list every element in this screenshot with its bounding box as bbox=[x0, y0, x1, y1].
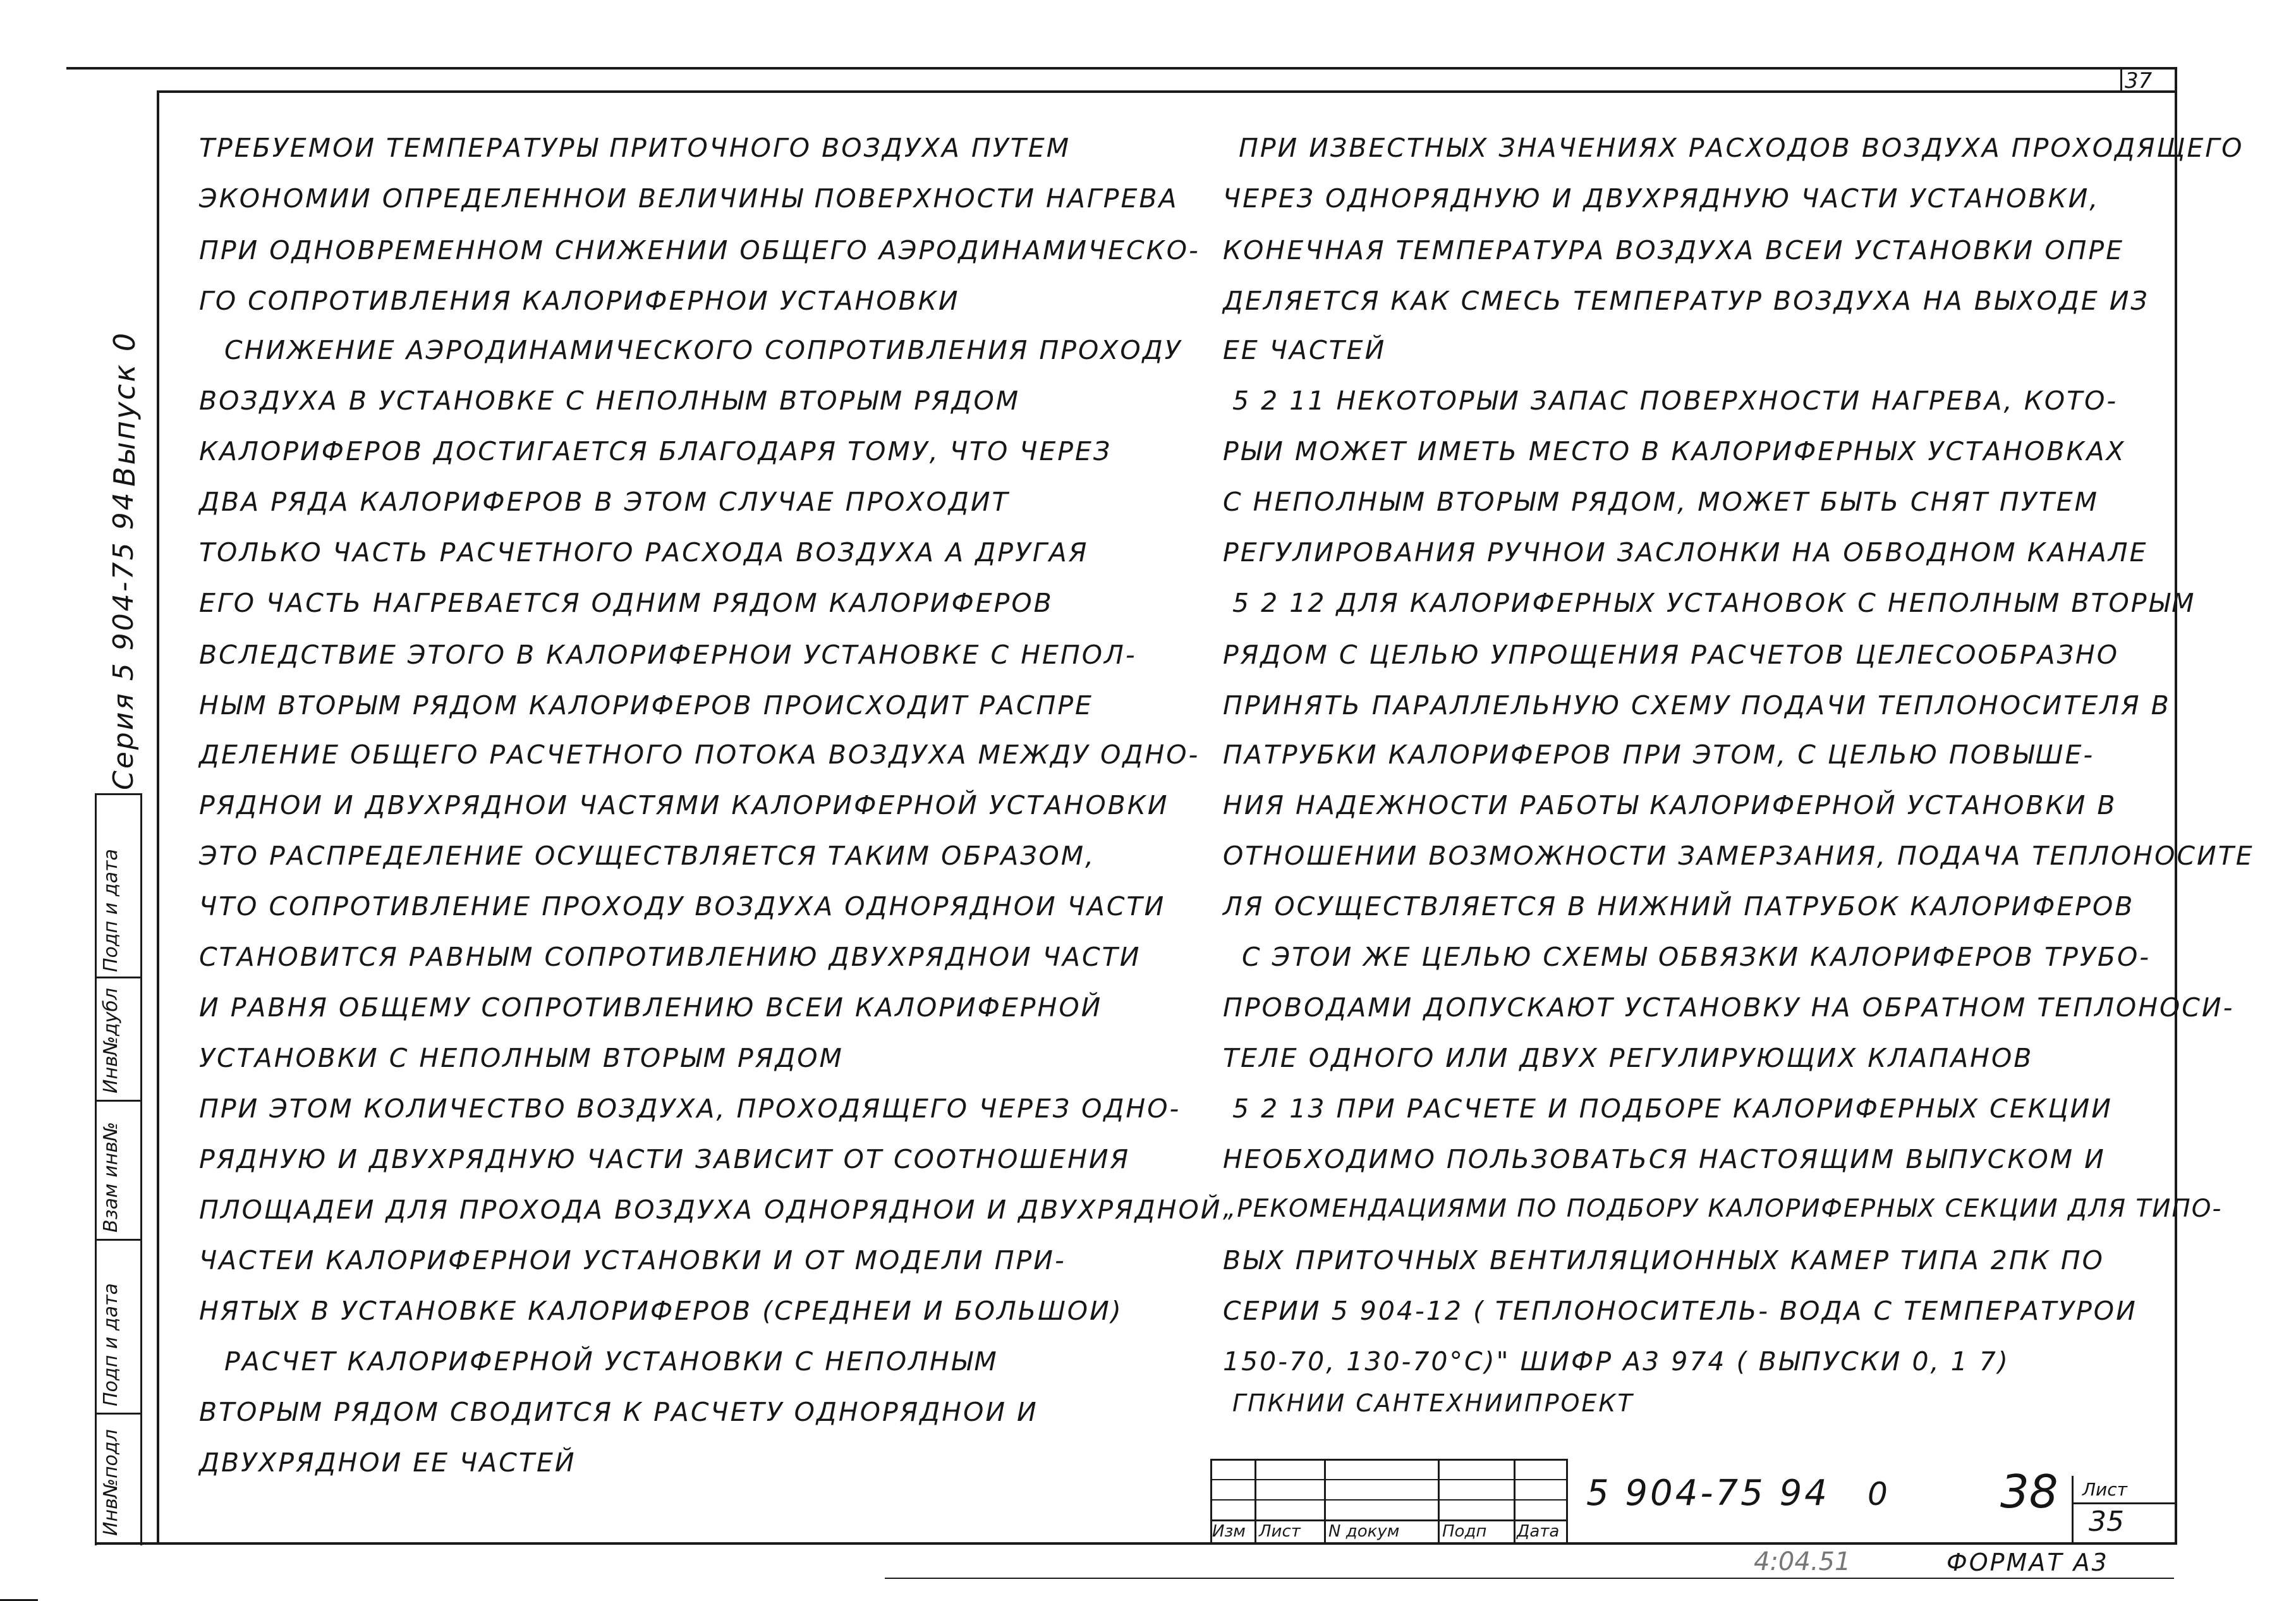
right-line: ПРОВОДАМИ ДОПУСКАЮТ УСТАНОВКУ НА ОБРАТНОМ ТЕПЛОНОСИ- bbox=[1223, 992, 2235, 1023]
margin-divider-1 bbox=[95, 977, 142, 978]
right-line: ЛЯ ОСУЩЕСТВЛЯЕТСЯ В НИЖНИЙ ПАТРУБОК КАЛОРИФЕРОВ bbox=[1223, 891, 2135, 922]
left-line: УСТАНОВКИ С НЕПОЛНЫМ ВТОРЫМ РЯДОМ bbox=[199, 1043, 844, 1073]
top-rule bbox=[66, 67, 2177, 70]
tb-v-sheet bbox=[2072, 1476, 2074, 1544]
tb-v-3 bbox=[1324, 1459, 1326, 1544]
left-line: И РАВНЯ ОБЩЕМУ СОПРОТИВЛЕНИЮ ВСЕИ КАЛОРИФЕРНОЙ bbox=[199, 992, 1103, 1023]
right-line: НЕОБХОДИМО ПОЛЬЗОВАТЬСЯ НАСТОЯЩИМ ВЫПУСКОМ И bbox=[1223, 1144, 2106, 1174]
document-page: 38 bbox=[2000, 1465, 2058, 1518]
margin-divider-4 bbox=[95, 1413, 142, 1415]
left-line: ЭКОНОМИИ ОПРЕДЕЛЕННОИ ВЕЛИЧИНЫ ПОВЕРХНОСТИ НАГРЕВА bbox=[199, 183, 1179, 214]
document-issue: 0 bbox=[1868, 1476, 1888, 1513]
left-line: ВТОРЫМ РЯДОМ СВОДИТСЯ К РАСЧЕТУ ОДНОРЯДНОИ И bbox=[199, 1397, 1038, 1427]
sheet-value: 35 bbox=[2089, 1506, 2124, 1538]
left-line: НЫМ ВТОРЫМ РЯДОМ КАЛОРИФЕРОВ ПРОИСХОДИТ РАСПРЕ bbox=[199, 690, 1093, 721]
margin-strip-right bbox=[140, 793, 142, 1545]
tb-header-data: Дата bbox=[1517, 1522, 1560, 1541]
left-line: ВОЗДУХА В УСТАНОВКЕ С НЕПОЛНЫМ ВТОРЫМ РЯДОМ bbox=[199, 386, 1021, 416]
margin-col-inv-dubl: Инв№дубл bbox=[100, 987, 122, 1093]
left-line: ДВУХРЯДНОИ ЕЕ ЧАСТЕЙ bbox=[199, 1447, 576, 1478]
sheet-number: 37 bbox=[2125, 68, 2153, 94]
right-line: РЯДОМ С ЦЕЛЬЮ УПРОЩЕНИЯ РАСЧЕТОВ ЦЕЛЕСООБРАЗНО bbox=[1223, 640, 2119, 670]
left-line: СНИЖЕНИЕ АЭРОДИНАМИЧЕСКОГО СОПРОТИВЛЕНИЯ ПРОХОДУ bbox=[224, 335, 1182, 365]
left-line: ПЛОЩАДЕИ ДЛЯ ПРОХОДА ВОЗДУХА ОДНОРЯДНОИ И ДВУХРЯДНОЙ bbox=[199, 1195, 1222, 1225]
tb-v-5 bbox=[1514, 1459, 1515, 1544]
margin-divider-2 bbox=[95, 1100, 142, 1102]
right-line: НИЯ НАДЕЖНОСТИ РАБОТЫ КАЛОРИФЕРНОЙ УСТАНОВКИ В bbox=[1223, 790, 2117, 820]
margin-strip-left bbox=[95, 793, 97, 1545]
frame-right bbox=[2175, 67, 2177, 1544]
left-line: РЯДНУЮ И ДВУХРЯДНУЮ ЧАСТИ ЗАВИСИТ ОТ СООТНОШЕНИЯ bbox=[199, 1144, 1131, 1174]
right-line: „РЕКОМЕНДАЦИЯМИ ПО ПОДБОРУ КАЛОРИФЕРНЫХ СЕКЦИИ ДЛЯ ТИПО- bbox=[1223, 1195, 2223, 1223]
right-line: ГПКНИИ САНТЕХНИИПРОЕКТ bbox=[1232, 1389, 1634, 1417]
left-line: СТАНОВИТСЯ РАВНЫМ СОПРОТИВЛЕНИЮ ДВУХРЯДНОИ ЧАСТИ bbox=[199, 942, 1141, 972]
format-label: ФОРМАТ А3 bbox=[1947, 1549, 2109, 1576]
issue-label: Выпуск 0 bbox=[107, 331, 142, 487]
left-line: НЯТЫХ В УСТАНОВКЕ КАЛОРИФЕРОВ (СРЕДНЕИ И БОЛЬШОИ) bbox=[199, 1296, 1123, 1326]
frame-left bbox=[157, 90, 159, 1544]
right-line: ПАТРУБКИ КАЛОРИФЕРОВ ПРИ ЭТОМ, С ЦЕЛЬЮ ПОВЫШЕ- bbox=[1223, 740, 2095, 770]
right-line: СЕРИИ 5 904-12 ( ТЕПЛОНОСИТЕЛЬ- ВОДА С ТЕМПЕРАТУРОИ bbox=[1223, 1296, 2137, 1326]
left-line: ПРИ ОДНОВРЕМЕННОМ СНИЖЕНИИ ОБЩЕГО АЭРОДИНАМИЧЕСКО- bbox=[199, 235, 1200, 265]
right-line: РЫИ МОЖЕТ ИМЕТЬ МЕСТО В КАЛОРИФЕРНЫХ УСТАНОВКАХ bbox=[1223, 436, 2126, 466]
left-line: КАЛОРИФЕРОВ ДОСТИГАЕТСЯ БЛАГОДАРЯ ТОМУ, ЧТО ЧЕРЕЗ bbox=[199, 436, 1112, 466]
left-line: ГО СОПРОТИВЛЕНИЯ КАЛОРИФЕРНОИ УСТАНОВКИ bbox=[199, 286, 960, 316]
sheet-label: Лист bbox=[2082, 1479, 2127, 1500]
tb-header-list: Лист bbox=[1259, 1522, 1301, 1541]
tb-header-izm: Изм bbox=[1212, 1522, 1246, 1541]
right-line: ДЕЛЯЕТСЯ КАК СМЕСЬ ТЕМПЕРАТУР ВОЗДУХА НА ВЫХОДЕ ИЗ bbox=[1223, 286, 2149, 316]
right-line: 5 2 11 НЕКОТОРЫИ ЗАПАС ПОВЕРХНОСТИ НАГРЕВА, КОТО- bbox=[1232, 386, 2118, 416]
right-line: ЕЕ ЧАСТЕЙ bbox=[1223, 335, 1387, 365]
left-line: ЧТО СОПРОТИВЛЕНИЕ ПРОХОДУ ВОЗДУХА ОДНОРЯДНОИ ЧАСТИ bbox=[199, 891, 1166, 922]
left-line: ЭТО РАСПРЕДЕЛЕНИЕ ОСУЩЕСТВЛЯЕТСЯ ТАКИМ ОБРАЗОМ, bbox=[199, 841, 1096, 871]
tb-v-6 bbox=[1566, 1459, 1568, 1544]
format-underline bbox=[885, 1578, 2174, 1579]
margin-col-podp-data-1: Подп и дата bbox=[100, 1283, 122, 1406]
right-line: 5 2 12 ДЛЯ КАЛОРИФЕРНЫХ УСТАНОВОК С НЕПОЛНЫМ ВТОРЫМ bbox=[1232, 588, 2196, 618]
tb-header-podp: Подп bbox=[1442, 1522, 1487, 1541]
left-line: РЯДНОИ И ДВУХРЯДНОИ ЧАСТЯМИ КАЛОРИФЕРНОЙ УСТАНОВКИ bbox=[199, 790, 1169, 820]
tb-sheet-divider bbox=[2072, 1502, 2176, 1504]
tb-v-4 bbox=[1438, 1459, 1440, 1544]
margin-strip-top bbox=[95, 793, 142, 795]
sheet-number-box-left bbox=[2120, 67, 2122, 92]
left-line: ТОЛЬКО ЧАСТЬ РАСЧЕТНОГО РАСХОДА ВОЗДУХА А ДРУГАЯ bbox=[199, 537, 1089, 568]
right-line: ЧЕРЕЗ ОДНОРЯДНУЮ И ДВУХРЯДНУЮ ЧАСТИ УСТАНОВКИ, bbox=[1223, 183, 2100, 214]
left-line: ЕГО ЧАСТЬ НАГРЕВАЕТСЯ ОДНИМ РЯДОМ КАЛОРИФЕРОВ bbox=[199, 588, 1054, 618]
left-line: ПРИ ЭТОМ КОЛИЧЕСТВО ВОЗДУХА, ПРОХОДЯЩЕГО ЧЕРЕЗ ОДНО- bbox=[199, 1093, 1181, 1124]
left-line: ВСЛЕДСТВИЕ ЭТОГО В КАЛОРИФЕРНОИ УСТАНОВКЕ С НЕПОЛ- bbox=[199, 640, 1137, 670]
right-line: ВЫХ ПРИТОЧНЫХ ВЕНТИЛЯЦИОННЫХ КАМЕР ТИПА 2ПК ПО bbox=[1223, 1245, 2105, 1275]
right-line: С НЕПОЛНЫМ ВТОРЫМ РЯДОМ, МОЖЕТ БЫТЬ СНЯТ ПУТЕМ bbox=[1223, 487, 2099, 517]
right-line: ПРИНЯТЬ ПАРАЛЛЕЛЬНУЮ СХЕМУ ПОДАЧИ ТЕПЛОНОСИТЕЛЯ В bbox=[1223, 690, 2171, 721]
margin-col-inv-podl: Инв№подл bbox=[100, 1429, 122, 1536]
right-line: РЕГУЛИРОВАНИЯ РУЧНОИ ЗАСЛОНКИ НА ОБВОДНОМ КАНАЛЕ bbox=[1223, 537, 2148, 568]
frame-bottom bbox=[95, 1542, 2177, 1545]
document-code: 5 904-75 94 bbox=[1586, 1473, 1830, 1514]
series-label: Серия 5 904-75 94 bbox=[107, 490, 140, 790]
stamp-partial: 4:04.51 bbox=[1754, 1547, 1851, 1576]
left-line: РАСЧЕТ КАЛОРИФЕРНОЙ УСТАНОВКИ С НЕПОЛНЫМ bbox=[224, 1346, 999, 1377]
right-line: ТЕЛЕ ОДНОГО ИЛИ ДВУХ РЕГУЛИРУЮЩИХ КЛАПАНОВ bbox=[1223, 1043, 2034, 1073]
left-line: ТРЕБУЕМОИ ТЕМПЕРАТУРЫ ПРИТОЧНОГО ВОЗДУХА ПУТЕМ bbox=[199, 133, 1071, 163]
tb-v-2 bbox=[1254, 1459, 1256, 1544]
right-line: 150-70, 130-70°С)" ШИФР А3 974 ( ВЫПУСКИ 0, 1 7) bbox=[1223, 1346, 2010, 1377]
margin-col-vzam-inv: Взам инв№ bbox=[100, 1121, 122, 1233]
margin-divider-3 bbox=[95, 1239, 142, 1241]
left-line: ДЕЛЕНИЕ ОБЩЕГО РАСЧЕТНОГО ПОТОКА ВОЗДУХА МЕЖДУ ОДНО- bbox=[199, 740, 1200, 770]
frame-top bbox=[157, 90, 2177, 93]
tb-header-ndokum: N докум bbox=[1328, 1522, 1400, 1541]
right-line: 5 2 13 ПРИ РАСЧЕТЕ И ПОДБОРЕ КАЛОРИФЕРНЫХ СЕКЦИИ bbox=[1232, 1093, 2113, 1124]
right-line: ОТНОШЕНИИ ВОЗМОЖНОСТИ ЗАМЕРЗАНИЯ, ПОДАЧА ТЕПЛОНОСИТЕ bbox=[1223, 841, 2254, 871]
right-line: С ЭТОИ ЖЕ ЦЕЛЬЮ СХЕМЫ ОБВЯЗКИ КАЛОРИФЕРОВ ТРУБО- bbox=[1242, 942, 2151, 972]
left-line: ЧАСТЕИ КАЛОРИФЕРНОИ УСТАНОВКИ И ОТ МОДЕЛИ ПРИ- bbox=[199, 1245, 1066, 1275]
margin-col-podp-data-2: Подп и дата bbox=[100, 849, 122, 972]
left-line: ДВА РЯДА КАЛОРИФЕРОВ В ЭТОМ СЛУЧАЕ ПРОХОДИТ bbox=[199, 487, 1010, 517]
right-line: ПРИ ИЗВЕСТНЫХ ЗНАЧЕНИЯХ РАСХОДОВ ВОЗДУХА ПРОХОДЯЩЕГО bbox=[1239, 133, 2244, 163]
right-line: КОНЕЧНАЯ ТЕМПЕРАТУРА ВОЗДУХА ВСЕИ УСТАНОВКИ ОПРЕ bbox=[1223, 235, 2124, 265]
